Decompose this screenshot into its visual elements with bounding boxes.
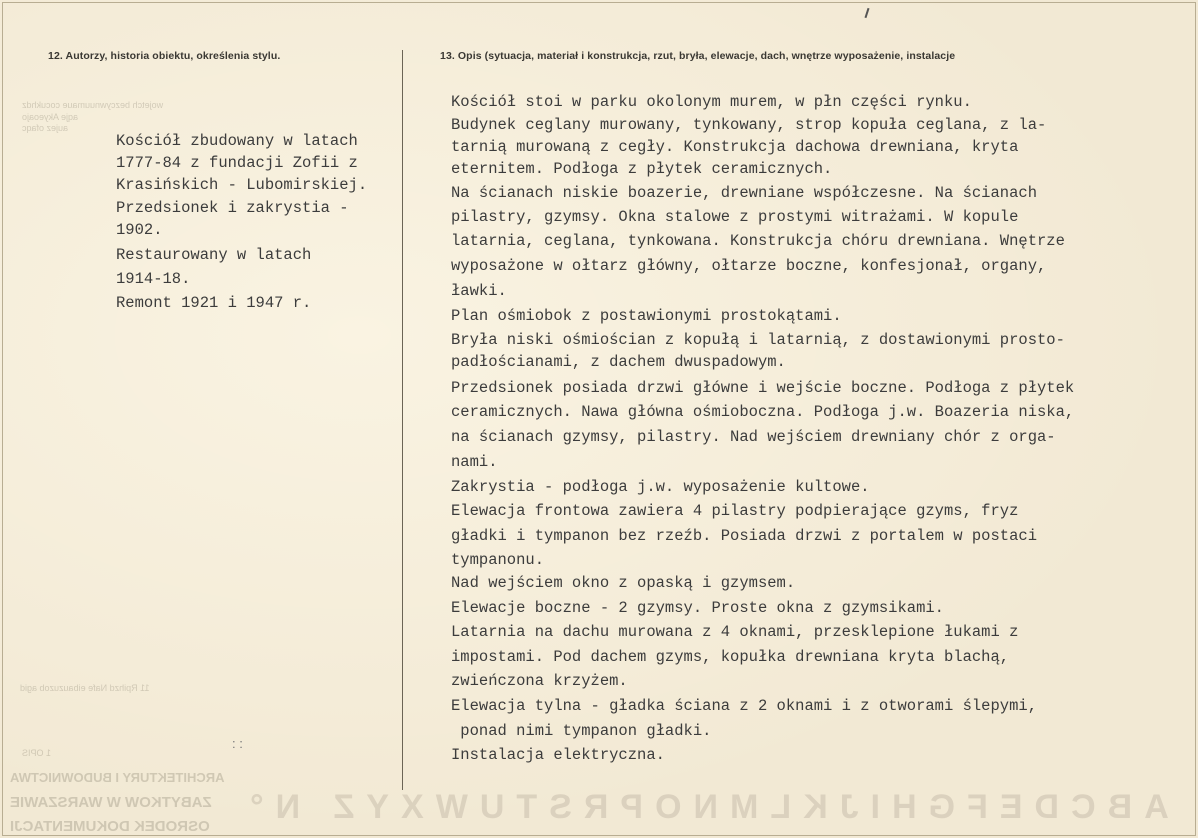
margin-marks: : : [232,736,243,751]
right-line-21: Nad wejściem okno z opaską i gzymsem. [451,574,796,592]
left-line-4: Przedsionek i zakrystia - [116,199,349,217]
section-13-header: 13. Opis (sytuacja, materiał i konstrukcja, rzut, bryła, elewacje, dach, wnętrze wyposażenie, instalacje [440,50,956,62]
right-line-26: Elewacja tylna - gładka ściana z 2 oknami i z otworami ślepymi, [451,697,1037,715]
right-line-20: tympanonu. [451,551,545,569]
bleed-text-2: aqje Akyeoajo [22,112,79,122]
right-line-13: Przedsionek posiada drzwi główne i wejście boczne. Podłoga z płytek [451,379,1075,397]
right-line-27: ponad nimi tympanon gładki. [451,722,712,740]
bleed-text-5: 1 OPIS [22,748,52,758]
right-line-5: Na ścianach niskie boazerie, drewniane współczesne. Na ścianach [451,184,1037,202]
left-line-5: 1902. [116,221,163,239]
bleed-alphabet: ABCDEFGHIJKLMNOPRSTUWXYZ N° [238,788,1169,826]
stamp-line-3: OSRODEK DOKUMENTACJI [10,818,210,835]
right-line-8: wyposażone w ołtarz główny, ołtarze boczne, konfesjonał, organy, [451,257,1047,275]
left-line-8: Remont 1921 i 1947 r. [116,294,312,312]
right-line-18: Elewacja frontowa zawiera 4 pilastry podpierające gzyms, fryz [451,502,1019,520]
right-line-23: Latarnia na dachu murowana z 4 oknami, przesklepione łukami z [451,623,1019,641]
right-line-10: Plan ośmiobok z postawionymi prostokątami. [451,307,842,325]
right-line-4: eternitem. Podłoga z płytek ceramicznych. [451,160,833,178]
stamp-line-1: ARCHITEKTURY I BUDOWNICTWA [10,770,225,785]
stamp-line-2: ZABYTKOW W WARSZAWIE [10,794,212,811]
column-divider [402,50,403,790]
right-line-7: latarnia, ceglana, tynkowana. Konstrukcja chóru drewniana. Wnętrze [451,232,1065,250]
right-line-14: ceramicznych. Nawa główna ośmioboczna. Podłoga j.w. Boazeria niska, [451,403,1075,421]
left-line-6: Restaurowany w latach [116,246,312,264]
left-line-1: Kościół zbudowany w latach [116,132,358,150]
right-line-2: Budynek ceglany murowany, tynkowany, strop kopuła ceglana, z la- [451,116,1047,134]
right-line-11: Bryła niski ośmiościan z kopułą i latarnią, z dostawionymi prosto- [451,331,1065,349]
right-line-6: pilastry, gzymsy. Okna stalowe z prostymi witrażami. W kopule [451,208,1019,226]
right-line-1: Kościół stoi w parku okolonym murem, w płn części rynku. [451,93,972,111]
bleed-text-1: wojetch bezcywnuumaue cocukhdz [22,100,164,110]
right-line-16: nami. [451,453,498,471]
left-line-2: 1777-84 z fundacji Zofii z [116,154,358,172]
right-line-28: Instalacja elektryczna. [451,746,665,764]
right-line-25: zwieńczona krzyżem. [451,672,628,690]
right-line-17: Zakrystia - podłoga j.w. wyposażenie kultowe. [451,478,870,496]
right-line-22: Elewacje boczne - 2 gzymsy. Proste okna z gzymsikami. [451,599,944,617]
bleed-text-3: aujez ofaqc [22,123,69,133]
right-line-3: tarnią murowaną z cegły. Konstrukcja dachowa drewniana, kryta [451,138,1019,156]
right-line-19: gładki i tympanon bez rzeźb. Posiada drzwi z portalem w postaci [451,527,1037,545]
section-12-header: 12. Autorzy, historia obiektu, określenia stylu. [48,50,281,62]
right-line-9: ławki. [451,282,507,300]
right-line-12: padłościanami, z dachem dwuspadowym. [451,353,786,371]
left-line-3: Krasińskich - Lubomirskiej. [116,176,368,194]
left-line-7: 1914-18. [116,270,191,288]
bleed-text-4: 11 Rpihzd Nafe eibauzuzob agid [20,683,150,693]
right-line-24: impostami. Pod dachem gzyms, kopułka drewniana kryta blachą, [451,648,1010,666]
right-line-15: na ścianach gzymsy, pilastry. Nad wejściem drewniany chór z orga- [451,428,1056,446]
